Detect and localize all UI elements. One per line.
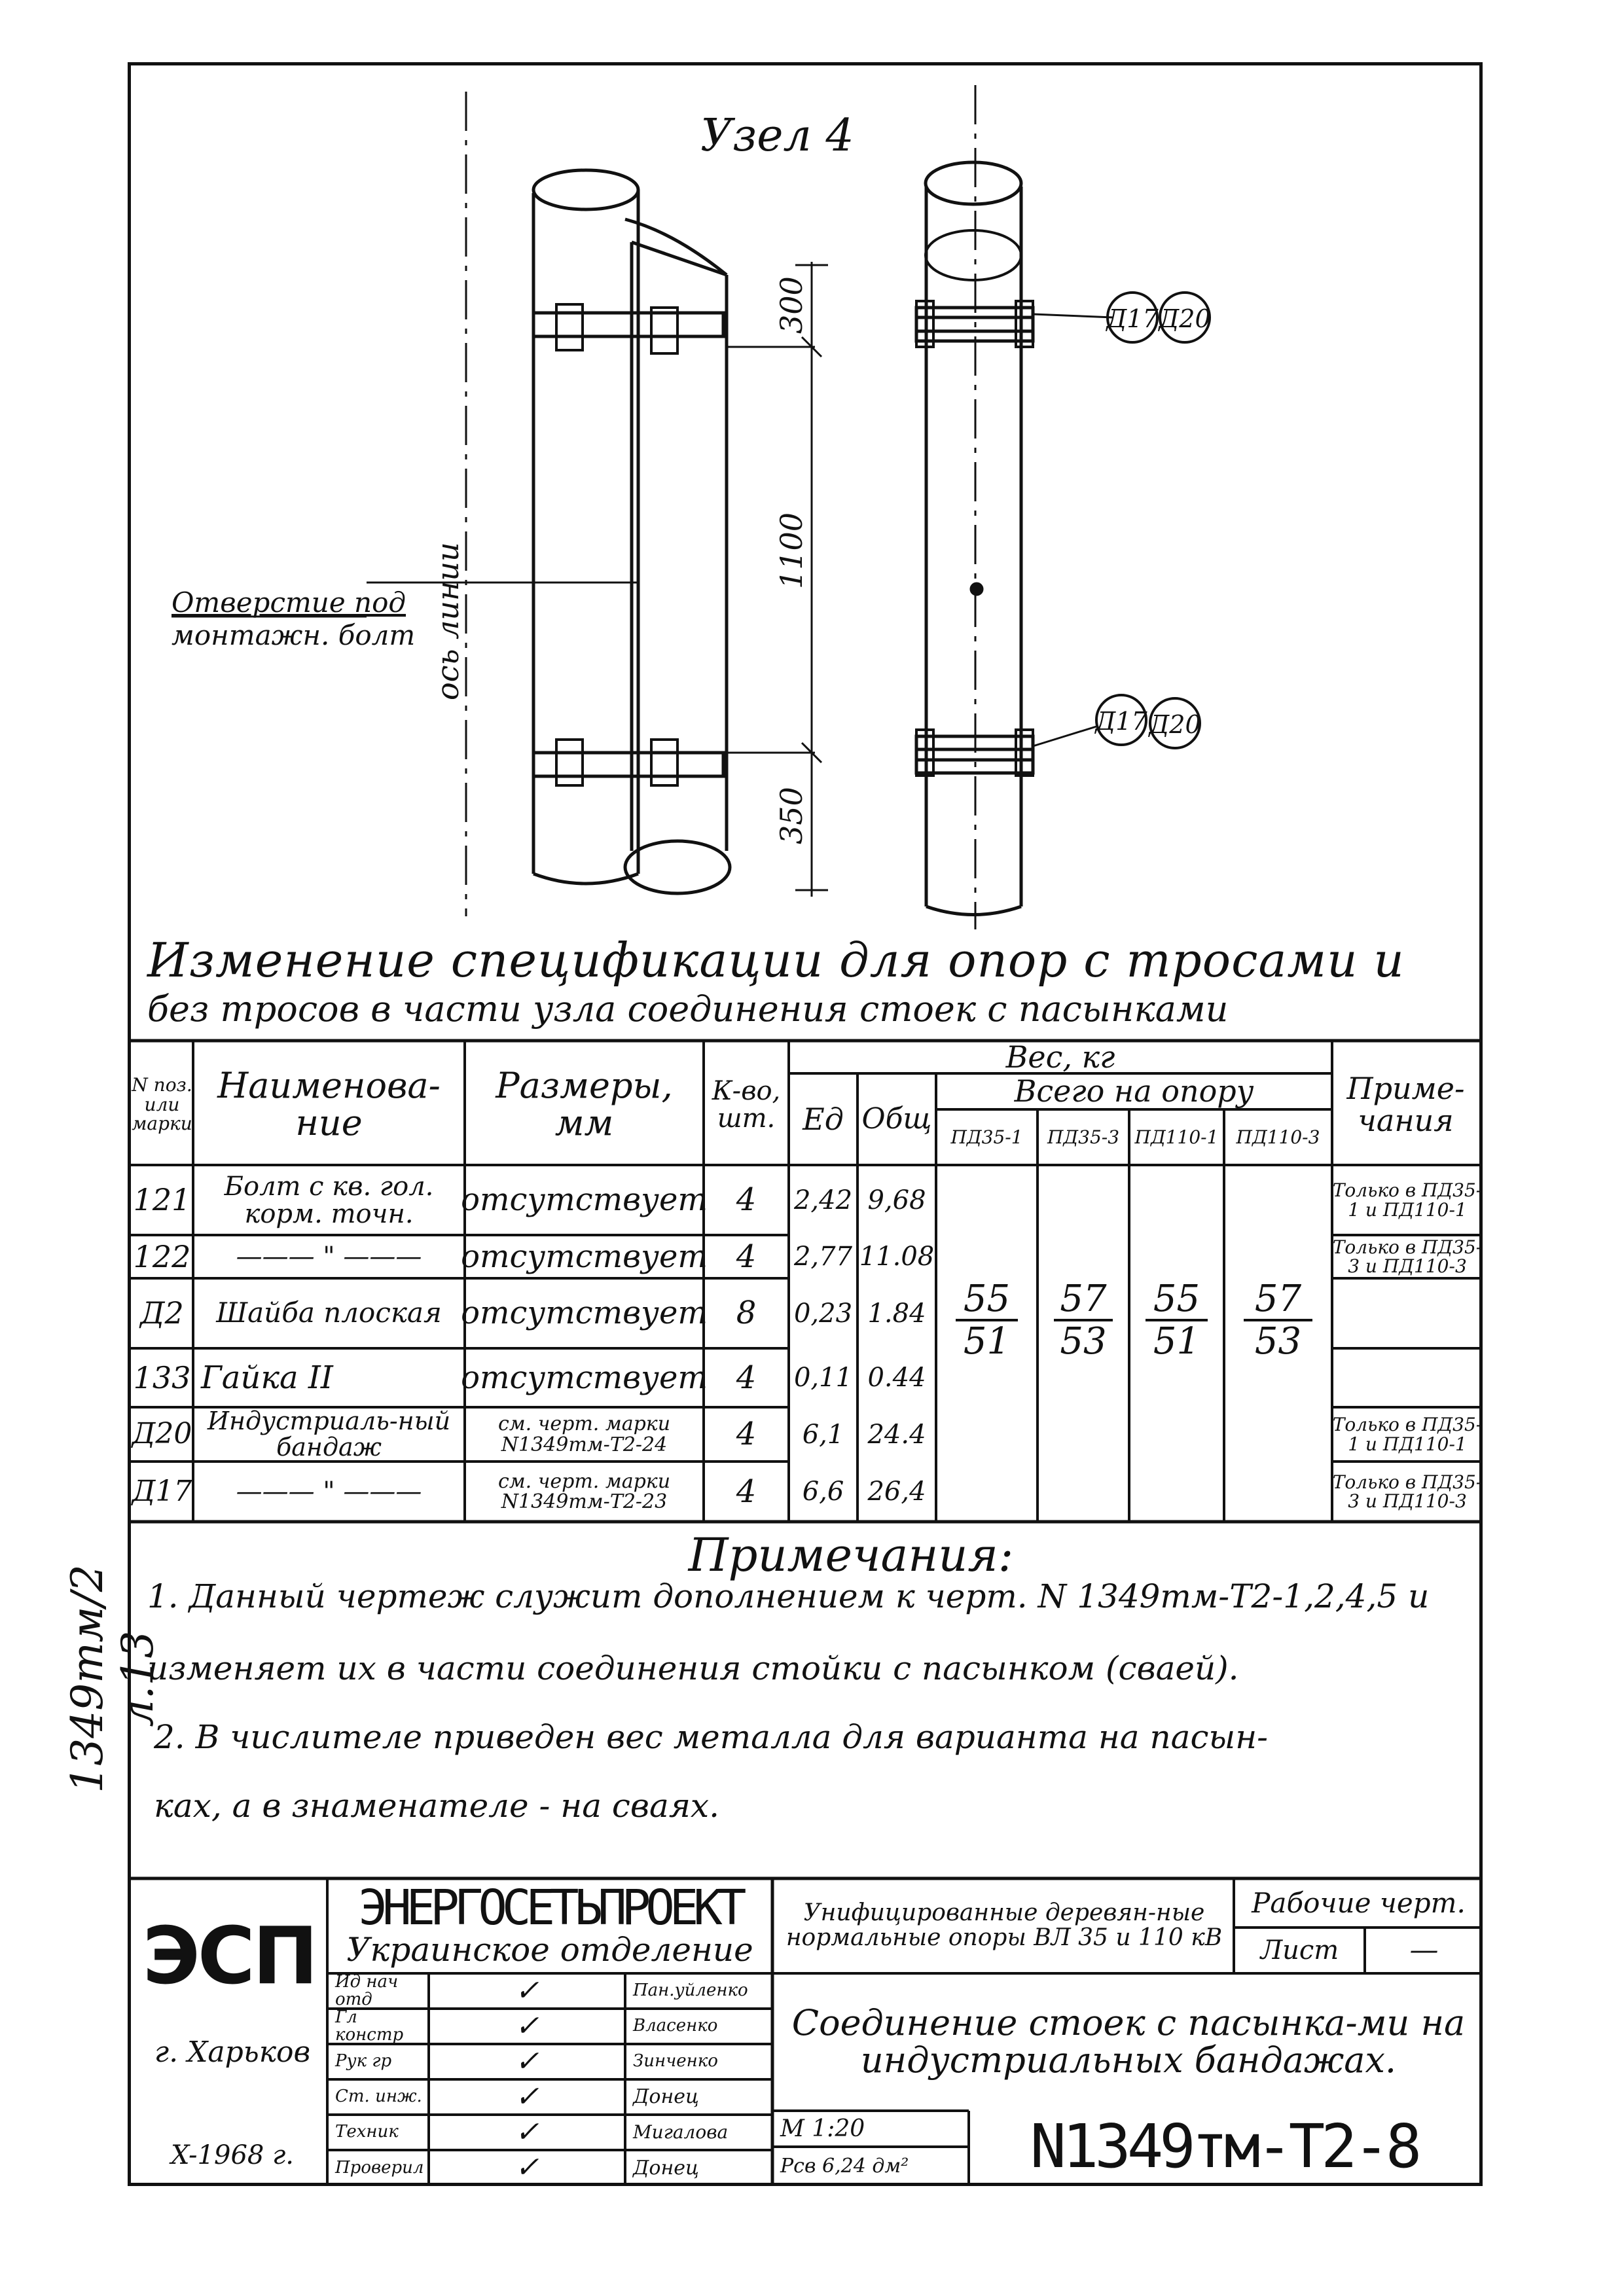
logo: ЭСП <box>142 1911 316 2002</box>
signature-4: ✓ <box>514 2079 539 2113</box>
role-1: Ид нач отд <box>335 1971 399 2009</box>
signature-1: ✓ <box>514 1973 539 2007</box>
row1-total: 9,68 <box>867 1185 926 1215</box>
fraction-4-denominator: 53 <box>1254 1319 1302 1363</box>
row3-size: отсутствует <box>461 1295 708 1332</box>
row1-name: Болт с кв. гол. корм. точн. <box>224 1171 434 1229</box>
scale: М 1:20 <box>780 2115 865 2142</box>
name-1: Пан.уйленко <box>633 1981 748 2001</box>
row6-total: 26,4 <box>867 1477 926 1507</box>
org-branch: Украинское отделение <box>346 1931 753 1969</box>
row6-note: Только в ПД35-3 и ПД110-3 <box>1332 1471 1483 1512</box>
date: X-1968 г. <box>170 2140 294 2170</box>
fraction-1-numerator: 55 <box>963 1277 1011 1320</box>
row3-total: 1.84 <box>867 1298 926 1329</box>
dim-bottom: 350 <box>774 787 809 844</box>
header-support-1: ПД35-1 <box>950 1126 1023 1148</box>
notes-line-4: ках, а в знаменателе - на сваях. <box>154 1787 720 1825</box>
fraction-3-denominator: 51 <box>1153 1319 1200 1363</box>
row1-qty: 4 <box>736 1181 757 1219</box>
row6-qty: 4 <box>736 1473 757 1510</box>
doc-number: N1349тм-Т2-8 <box>1030 2111 1418 2181</box>
header-unit: Ед <box>803 1101 844 1137</box>
row4-note <box>1332 1348 1483 1407</box>
name-5: Мигалова <box>633 2121 729 2144</box>
row5-qty: 4 <box>736 1416 757 1453</box>
drawing-title: Соединение стоек с пасынка-ми на индустриальных бандажах. <box>791 2002 1466 2081</box>
row3-pos: Д2 <box>140 1295 184 1331</box>
sheet-value: — <box>1409 1933 1439 1967</box>
signature-2: ✓ <box>514 2009 539 2043</box>
notes-line-3: 2. В числителе приведен вес металла для варианта на пасын- <box>154 1718 1269 1756</box>
margin-note: 1349тм/2 л.13 <box>62 1564 163 1793</box>
row4-name: Гайка II <box>201 1359 333 1396</box>
row5-size: см. черт. марки N1349тм-Т2-24 <box>497 1412 671 1456</box>
row3-qty: 8 <box>736 1295 757 1332</box>
notes-line-2: изменяет их в части соединения стойки с пасынком (сваей). <box>147 1649 1239 1687</box>
fraction-4-numerator: 57 <box>1254 1277 1302 1320</box>
row1-note: Только в ПД35-1 и ПД110-1 <box>1332 1179 1483 1221</box>
row2-pos: 122 <box>133 1238 191 1274</box>
node-drawing <box>131 65 1479 942</box>
row2-size: отсутствует <box>461 1238 708 1275</box>
row3-name: Шайба плоская <box>216 1297 442 1329</box>
row5-pos: Д20 <box>132 1417 192 1451</box>
row6-size: см. черт. марки N1349тм-Т2-23 <box>497 1469 671 1513</box>
row2-qty: 4 <box>736 1238 757 1275</box>
doc-type: Рабочие черт. <box>1252 1886 1466 1919</box>
row6-unit: 6,6 <box>802 1477 844 1507</box>
hole-note-line1: Отверстие под <box>171 586 406 619</box>
row5-total: 24.4 <box>867 1419 926 1450</box>
row5-name: Индустриаль-ный бандаж <box>207 1406 451 1462</box>
project-name: Унифицированные деревян-ные нормальные опоры ВЛ 35 и 110 кВ <box>785 1899 1223 1951</box>
header-support-3: ПД110-1 <box>1134 1126 1219 1148</box>
header-size: Размеры, мм <box>496 1064 673 1143</box>
row2-note: Только в ПД35-3 и ПД110-3 <box>1332 1236 1483 1277</box>
callout-d17-top: Д17 <box>1106 304 1159 333</box>
dim-top: 300 <box>774 276 809 334</box>
row2-name: ——— " ——— <box>236 1242 422 1272</box>
row4-qty: 4 <box>736 1359 757 1396</box>
row6-pos: Д17 <box>132 1474 192 1508</box>
row4-unit: 0,11 <box>793 1363 853 1393</box>
role-2: Гл констр <box>335 2007 404 2045</box>
format: Рсв 6,24 дм² <box>780 2155 909 2178</box>
city: г. Харьков <box>154 2036 311 2069</box>
row4-pos: 133 <box>133 1359 191 1395</box>
role-4: Ст. инж. <box>335 2087 422 2107</box>
row1-size: отсутствует <box>461 1181 708 1219</box>
row2-unit: 2,77 <box>793 1242 853 1272</box>
row1-unit: 2,42 <box>793 1185 853 1215</box>
header-support-4: ПД110-3 <box>1236 1126 1320 1148</box>
row4-size: отсутствует <box>461 1359 708 1396</box>
role-5: Техник <box>335 2122 399 2142</box>
spec-heading-line2: без тросов в части узла соединения стоек с пасынками <box>147 988 1229 1030</box>
signature-6: ✓ <box>514 2151 539 2185</box>
spec-heading-line1: Изменение спецификации для опор с тросами и <box>147 933 1405 988</box>
fraction-1-denominator: 51 <box>963 1319 1011 1363</box>
header-per-support: Всего на опору <box>1014 1073 1254 1109</box>
callout-d17-bottom: Д17 <box>1095 707 1147 736</box>
callout-d20-top: Д20 <box>1159 304 1211 333</box>
role-6: Проверил <box>335 2157 424 2178</box>
notes-title: Примечания: <box>688 1528 1014 1582</box>
header-total: Общ <box>861 1102 932 1136</box>
drawing-title: Узел 4 <box>700 110 854 162</box>
row5-note: Только в ПД35-1 и ПД110-1 <box>1332 1414 1483 1455</box>
sheet-label: Лист <box>1260 1935 1339 1965</box>
dim-mid: 1100 <box>774 512 809 589</box>
signature-3: ✓ <box>514 2044 539 2078</box>
row3-unit: 0,23 <box>793 1298 853 1329</box>
row1-pos: 121 <box>133 1182 191 1218</box>
row2-total: 11.08 <box>859 1242 935 1272</box>
header-pos: N поз. или марки <box>132 1074 192 1135</box>
row3-note <box>1332 1278 1483 1348</box>
org-name: ЭНЕРГОСЕТЬПРОЕКТ <box>358 1880 742 1936</box>
name-2: Власенко <box>633 2016 718 2036</box>
row5-unit: 6,1 <box>802 1419 844 1450</box>
header-notes: Приме-чания <box>1346 1071 1465 1138</box>
name-4: Донец <box>633 2085 699 2109</box>
header-weight: Вес, кг <box>1005 1039 1115 1075</box>
signature-5: ✓ <box>514 2115 539 2149</box>
axis-label: ось линии <box>430 542 465 700</box>
fraction-2-denominator: 53 <box>1060 1319 1107 1363</box>
fraction-2-numerator: 57 <box>1060 1277 1107 1320</box>
notes-line-1: 1. Данный чертеж служит дополнением к черт. N 1349тм-Т2-1,2,4,5 и <box>147 1577 1430 1615</box>
header-support-2: ПД35-3 <box>1047 1126 1120 1148</box>
name-6: Донец <box>633 2156 699 2179</box>
row6-name: ——— " ——— <box>236 1477 422 1507</box>
role-3: Рук гр <box>335 2051 392 2072</box>
hole-note-line2: монтажн. болт <box>171 619 416 651</box>
callout-d20-bottom: Д20 <box>1149 710 1201 739</box>
name-3: Зинченко <box>633 2051 718 2072</box>
header-qty: К-во, шт. <box>712 1075 781 1134</box>
fraction-3-numerator: 55 <box>1153 1277 1200 1320</box>
row4-total: 0.44 <box>867 1363 926 1393</box>
header-name: Наименова-ние <box>217 1064 441 1143</box>
